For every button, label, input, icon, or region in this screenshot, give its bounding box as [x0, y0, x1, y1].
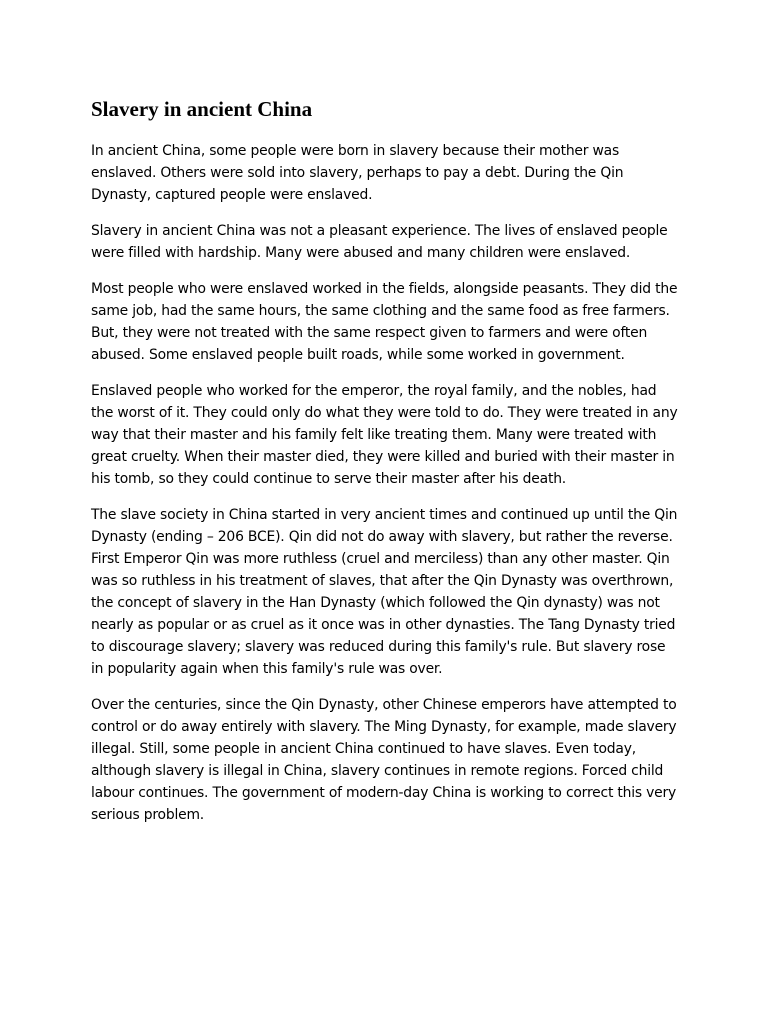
paragraph-royal-service: Enslaved people who worked for the emperor, the royal family, and the nobles, had the worst of it. They could only do what they were told to do. They were treated in any way that their master and his family felt like treating them. Many were treated with great cruelty. When their master died, they were killed and buried with their master in his tomb, so they could continue to serve their master after his death.: [91, 383, 678, 487]
document-title: Slavery in ancient China: [91, 97, 313, 121]
paragraph-birth-into-slavery: In ancient China, some people were born in slavery because their mother was enslaved. Others were sold into slavery, perhaps to pay a debt. During the Qin Dynasty, captured people were enslaved.: [91, 143, 624, 203]
paragraph-modern-day: Over the centuries, since the Qin Dynasty, other Chinese emperors have attempted to control or do away entirely with slavery. The Ming Dynasty, for example, made slavery illegal. Still, some people in ancient China continued to have slaves. Even today, although slavery is illegal in China, slavery continues in remote regions. Forced child labour continues. The government of modern-day China is working to correct this very serious problem.: [91, 697, 677, 823]
document-page: [91, 96, 681, 840]
paragraph-field-work: Most people who were enslaved worked in the fields, alongside peasants. They did the same job, had the same hours, the same clothing and the same food as free farmers. But, they were not treated with the same respect given to farmers and were often abused. Some enslaved people built roads, while some worked in government.: [91, 281, 678, 363]
paragraph-dynasties-history: The slave society in China started in very ancient times and continued up until the Qin Dynasty (ending – 206 BCE). Qin did not do away with slavery, but rather the reverse. First Emperor Qin was more ruthless (cruel and merciless) than any other master. Qin was so ruthless in his treatment of slaves, that after the Qin Dynasty was overthrown, the concept of slavery in the Han Dynasty (which followed the Qin dynasty) was not nearly as popular or as cruel as it once was in other dynasties. The Tang Dynasty tried to discourage slavery; slavery was reduced during this family's rule. But slavery rose in popularity again when this family's rule was over.: [91, 507, 678, 677]
paragraph-hardship: Slavery in ancient China was not a pleasant experience. The lives of enslaved people were filled with hardship. Many were abused and many children were enslaved.: [91, 223, 668, 261]
